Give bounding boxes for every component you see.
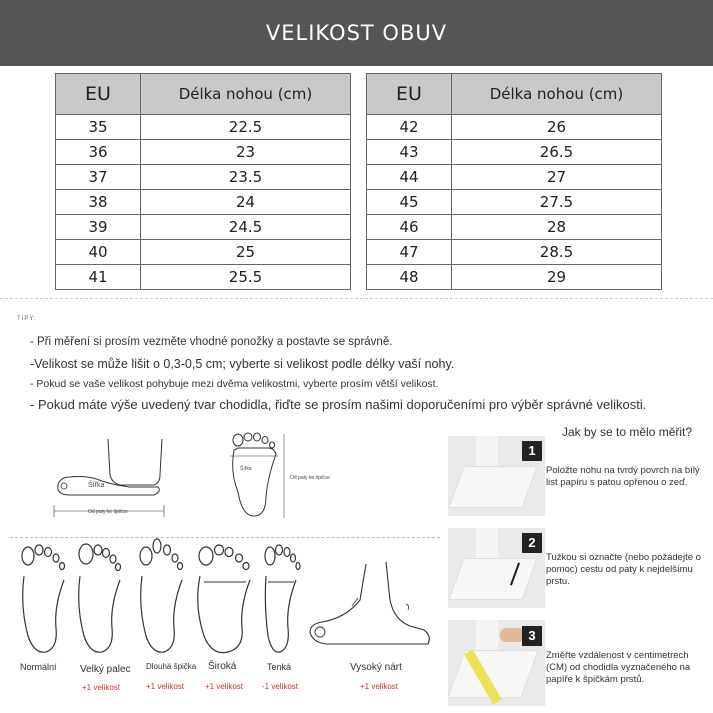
top-width-label: Šířka [240,466,252,472]
table-row [367,265,662,290]
page-title: VELIKOST OBUV [265,21,448,45]
step-text: Tužkou si označte (nebo požádejte o pomoc) cestu od paty k nejdelšímu prstu. [546,552,701,587]
eu-header: EU [56,74,141,115]
size-table-left [55,73,351,290]
step-text: Změřte vzdálenost v centimetrech (CM) od chodidla vyznačeného na papíře k špičkám prstů. [546,650,691,685]
table-row [367,190,662,215]
tip-line: - Pokud se vaše velikost pohybuje mezi dvěma velikostmi, vyberte prosím větší velikost. [30,378,439,390]
foot-length: 24.5 [141,215,351,240]
paper-sheet [448,466,537,508]
eu-size: 37 [56,165,141,190]
table-row [56,190,351,215]
table-row [367,115,662,140]
foot-length: 27 [452,165,662,190]
foot-type-name: Normální [20,662,57,672]
size-table-right [366,73,662,290]
side-view-foot-icon [50,435,170,520]
howto-title: Jak by se to mělo měřit? [562,425,693,439]
eu-size: 40 [56,240,141,265]
foot-length: 29 [452,265,662,290]
eu-size: 45 [367,190,452,215]
hand-icon [500,628,524,642]
eu-size: 43 [367,140,452,165]
foot-type-name: Široká [208,661,237,672]
eu-size: 42 [367,115,452,140]
foot-type-name: Dlouhá špička [146,662,197,671]
foot-length: 25.5 [141,265,351,290]
table-row [56,165,351,190]
tip-line: -Velikost se může lišit o 0,3-0,5 cm; vyberte si velikost podle délky vaší nohy. [30,357,455,371]
table-row [56,115,351,140]
step-number: 2 [522,533,542,553]
header-bar [0,0,713,66]
eu-size: 41 [56,265,141,290]
foot-length: 23 [141,140,351,165]
length-header: Délka nohou (cm) [452,74,662,115]
eu-size: 47 [367,240,452,265]
foot-length: 24 [141,190,351,215]
table-row [56,240,351,265]
eu-size: 46 [367,215,452,240]
foot-type-advice: -1 velikost [262,682,299,691]
tips-label: TIPY: [17,316,37,322]
top-view-foot-icon [228,432,288,520]
paper-sheet [448,558,537,600]
table-row [367,215,662,240]
step-number: 3 [522,626,542,646]
foot-type-advice: +1 velikost [360,682,399,691]
high-instep-foot-icon [306,560,436,655]
foot-type-name: Tenká [267,662,292,672]
side-width-label: Šířka [88,482,105,489]
eu-size: 39 [56,215,141,240]
side-length-label: Od paty ke špičce [88,509,128,515]
eu-header: EU [367,74,452,115]
step-text: Položte nohu na tvrdý povrch na bílý list papíru s patou opřenou o zeď. [546,465,700,488]
foot-type-name: Velký palec [80,664,131,675]
eu-size: 44 [367,165,452,190]
eu-size: 38 [56,190,141,215]
eu-size: 48 [367,265,452,290]
table-row [367,165,662,190]
tip-line: - Při měření si prosím vezměte vhodné ponožky a postavte se správně. [30,336,393,348]
foot-length: 26.5 [452,140,662,165]
foot-length: 26 [452,115,662,140]
tip-line: - Pokud máte výše uvedený tvar chodidla, řiďte se prosím našimi doporučeními pro výběr správné velikosti. [30,397,647,412]
eu-size: 35 [56,115,141,140]
foot-type-advice: +1 velikost [146,682,185,691]
table-row [56,140,351,165]
foot-shapes-illustration [14,536,314,656]
table-row [367,140,662,165]
foot-length: 28 [452,215,662,240]
divider [0,298,713,299]
foot-length: 27.5 [452,190,662,215]
foot-length: 23.5 [141,165,351,190]
eu-size: 36 [56,140,141,165]
step-number: 1 [522,441,542,461]
foot-type-advice: +1 velikost [82,683,121,692]
table-row [367,240,662,265]
foot-length: 25 [141,240,351,265]
foot-length: 28.5 [452,240,662,265]
table-row [56,215,351,240]
foot-type-name: Vysoký nárt [350,662,402,673]
table-row [56,265,351,290]
foot-type-advice: +1 velikost [205,682,244,691]
length-header: Délka nohou (cm) [141,74,351,115]
top-length-label: Od paty ke špičce [290,475,330,481]
foot-length: 22.5 [141,115,351,140]
